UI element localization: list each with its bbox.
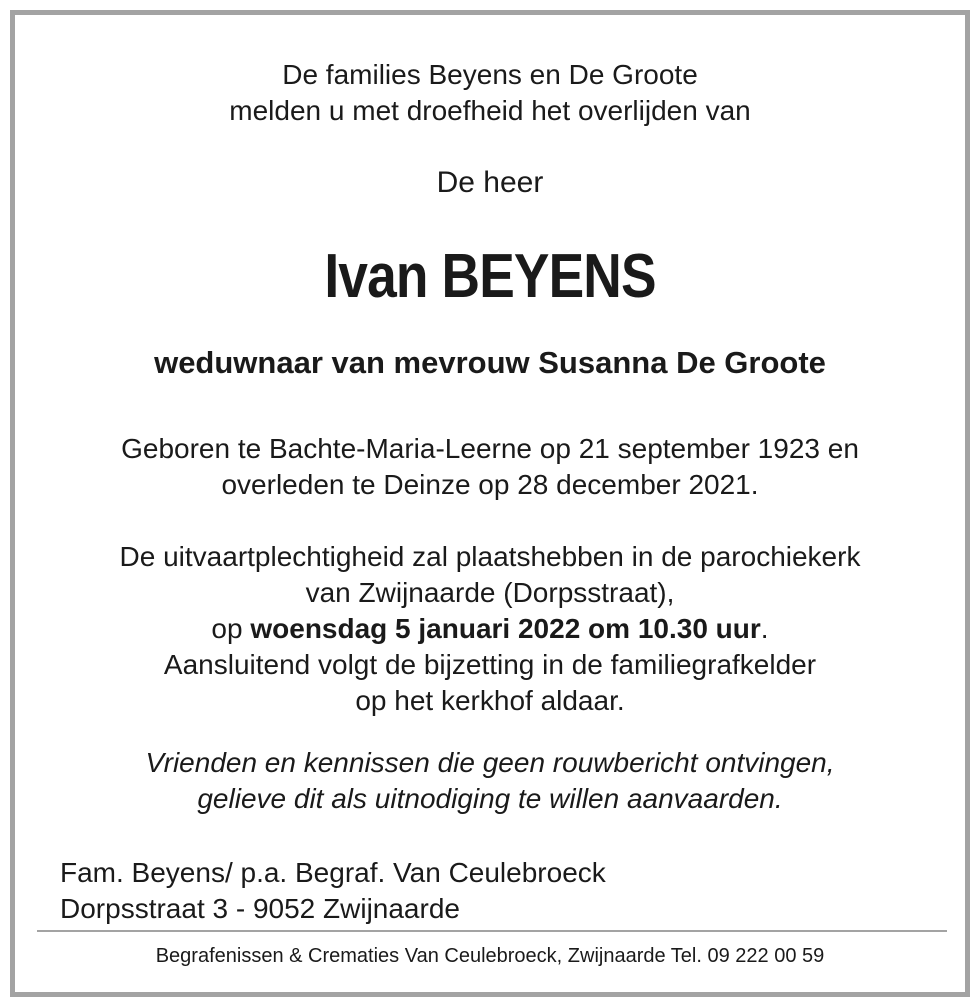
funeral-date-line	[15, 611, 965, 647]
funeral-date-prefix: op	[211, 613, 251, 644]
funeral-line-5: op het kerkhof aldaar.	[355, 685, 625, 716]
intro-line-2: melden u met droefheid het overlijden van	[229, 95, 751, 126]
contact-line-2: Dorpsstraat 3 - 9052 Zwijnaarde	[60, 893, 460, 924]
invitation-text	[15, 745, 965, 817]
funeral-date-suffix: .	[760, 613, 769, 644]
funeral-home-footer: Begrafenissen & Crematies Van Ceulebroeck, Zwijnaarde Tel. 09 222 00 59	[155, 945, 825, 967]
death-line: overleden te Deinze op 28 december 2021.	[221, 469, 759, 500]
footer-divider	[37, 930, 947, 932]
birth-death-text	[15, 431, 965, 503]
contact-line-1: Fam. Beyens/ p.a. Begraf. Van Ceulebroeck	[60, 857, 606, 888]
deceased-name: Ivan BEYENS	[324, 242, 656, 311]
notice-frame	[10, 10, 970, 997]
funeral-line-1: De uitvaartplechtigheid zal plaatshebben in de parochiekerk	[119, 541, 861, 572]
funeral-text	[15, 539, 965, 719]
notice-content	[15, 15, 965, 992]
invitation-line-1: Vrienden en kennissen die geen rouwbericht ontvingen,	[145, 747, 835, 778]
contact-address	[60, 855, 606, 927]
honorific-title: De heer	[436, 166, 544, 199]
intro-text	[15, 57, 965, 129]
funeral-line-4: Aansluitend volgt de bijzetting in de familiegrafkelder	[163, 649, 817, 680]
birth-line: Geboren te Bachte-Maria-Leerne op 21 september 1923 en	[121, 433, 859, 464]
widow-line: weduwnaar van mevrouw Susanna De Groote	[154, 345, 826, 380]
funeral-line-2: van Zwijnaarde (Dorpsstraat),	[305, 577, 675, 608]
invitation-line-2: gelieve dit als uitnodiging te willen aanvaarden.	[197, 783, 783, 814]
funeral-date: woensdag 5 januari 2022 om 10.30 uur	[250, 613, 761, 644]
intro-line-1: De families Beyens en De Groote	[282, 59, 698, 90]
